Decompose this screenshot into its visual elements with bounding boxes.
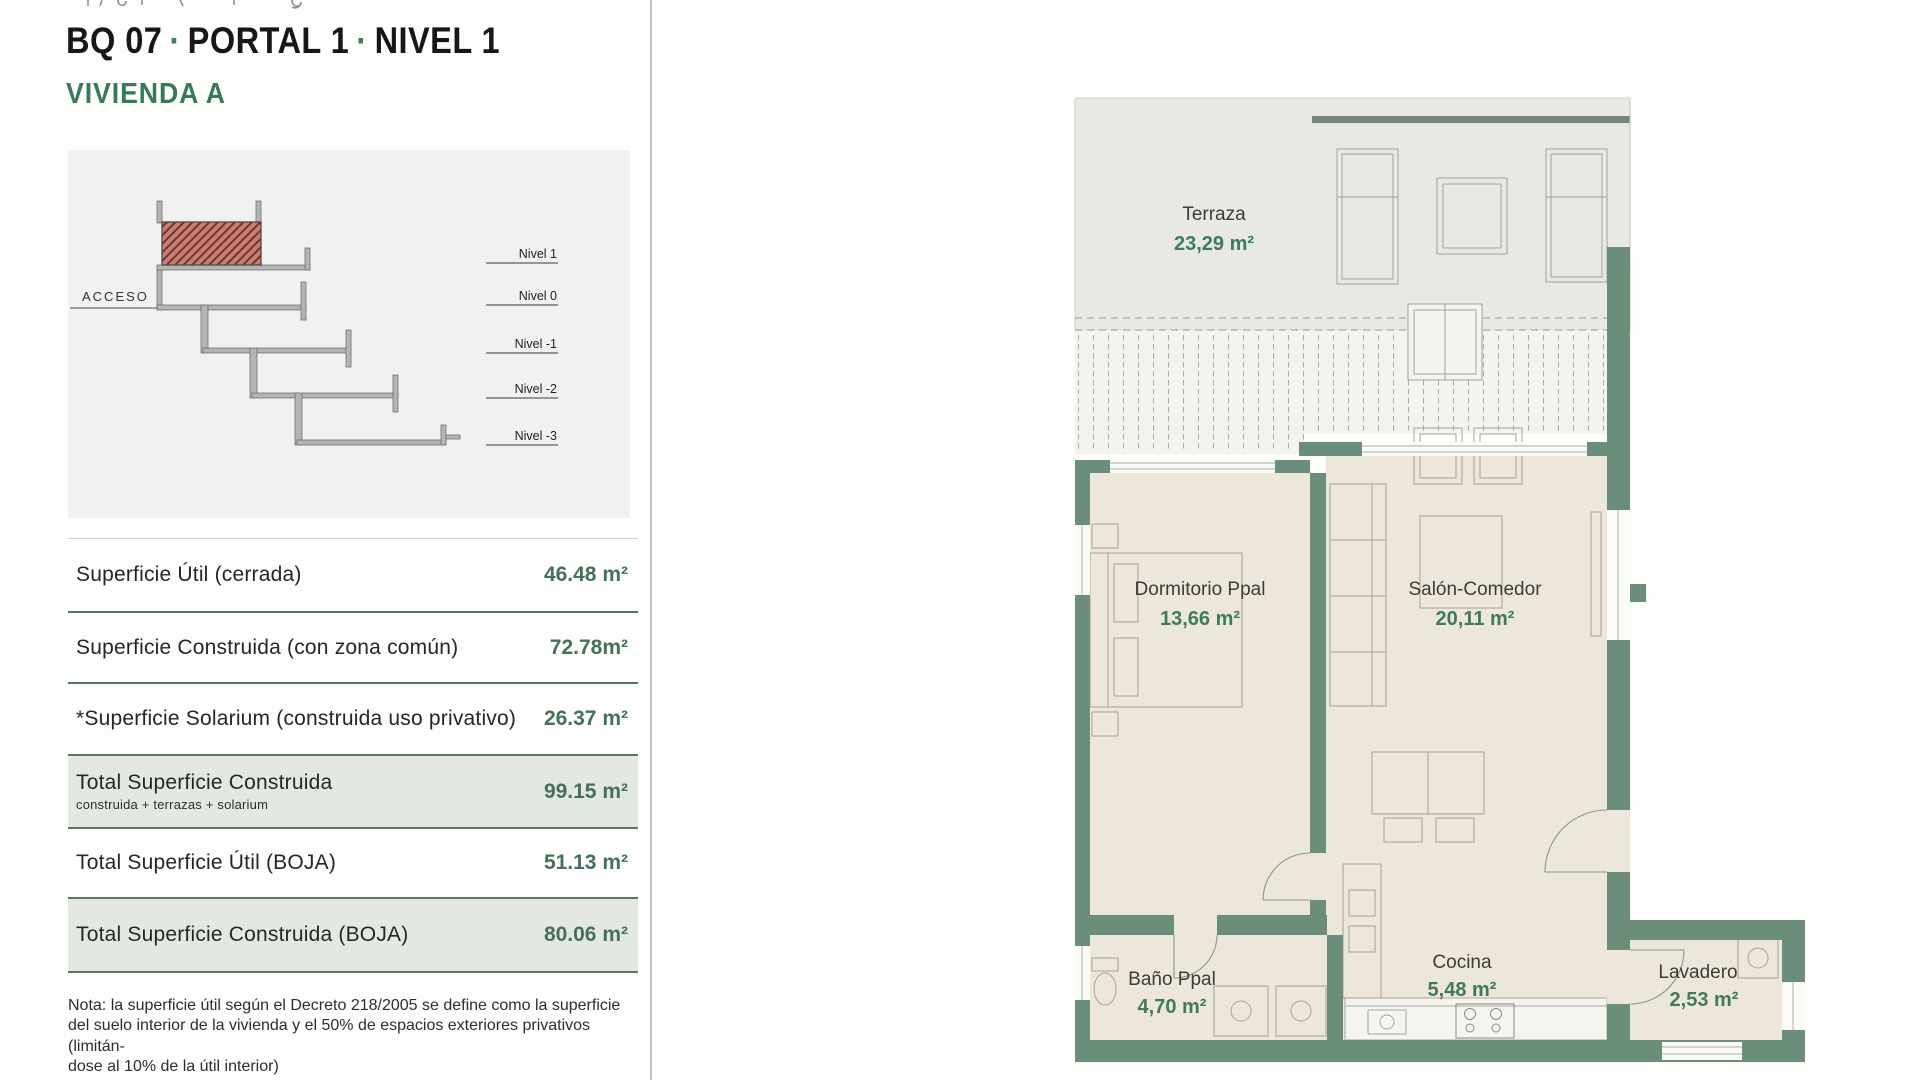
row-sublabel: construida + terrazas + solarium [76, 797, 269, 812]
title-separator-icon: · [356, 20, 368, 61]
level-label: Nivel 1 [518, 247, 557, 261]
level-label: Nivel -3 [514, 429, 557, 443]
room-label: Dormitorio Ppal [1134, 579, 1266, 600]
room-area: 20,11 m² [1435, 608, 1515, 630]
pergola-table [1408, 304, 1482, 380]
level-label: Nivel 0 [518, 289, 557, 303]
row-label: Total Superficie Útil (BOJA) [76, 851, 337, 874]
table-row [68, 613, 638, 684]
title-separator-icon: · [169, 20, 181, 61]
level-label: Nivel -2 [514, 382, 557, 396]
note-line: dose al 10% de la útil interior) [68, 1057, 279, 1075]
vertical-divider [650, 0, 652, 1080]
room-area: 23,29 m² [1173, 233, 1255, 255]
row-value: 26.37 m² [543, 707, 628, 730]
terraza-room [1075, 98, 1630, 330]
room-area: 4,70 m² [1137, 996, 1207, 1018]
row-label: Total Superficie Construida (BOJA) [76, 923, 409, 946]
acceso-label: ACCESO [82, 289, 149, 304]
row-value: 46.48 m² [543, 563, 628, 586]
room-area: 2,53 m² [1669, 989, 1739, 1011]
room-label: Baño Ppal [1128, 969, 1216, 990]
note-line: del suelo interior de la vivienda y el 50% de espacios exteriores privativos (limitán- [68, 1017, 591, 1055]
row-value: 99.15 m² [543, 779, 628, 803]
title-portal: PORTAL 1 [187, 20, 350, 61]
row-label: *Superficie Solarium (construida uso privativo) [76, 707, 517, 730]
table-row [68, 684, 638, 756]
floor-plan [1062, 92, 1812, 1080]
row-value: 51.13 m² [543, 851, 628, 874]
row-value: 80.06 m² [543, 923, 628, 946]
level-label: Nivel -1 [514, 337, 557, 351]
room-label: Lavadero [1658, 962, 1738, 983]
row-label: Total Superficie Construida [76, 771, 333, 794]
room-label: Terraza [1182, 204, 1246, 225]
room-area: 13,66 m² [1159, 608, 1241, 630]
row-value: 72.78m² [549, 635, 628, 659]
page-title [66, 20, 500, 62]
room-label: Cocina [1432, 952, 1492, 973]
row-label: Superficie Construida (con zona común) [76, 635, 459, 659]
table-row-highlighted [68, 899, 638, 973]
areas-table [68, 538, 638, 973]
section-diagram [68, 150, 630, 518]
level-labels [486, 247, 558, 445]
section-diagram-panel [68, 150, 630, 518]
table-row [68, 539, 638, 613]
cropped-text-fragment [84, 0, 364, 9]
title-block: BQ 07 [66, 20, 163, 61]
table-row-highlighted [68, 756, 638, 829]
room-area: 5,48 m² [1427, 979, 1497, 1001]
vivienda-label: VIVIENDA A [66, 78, 226, 110]
room-label: Salón-Comedor [1408, 579, 1542, 600]
row-label: Superficie Útil (cerrada) [76, 563, 302, 586]
table-row [68, 829, 638, 899]
legal-note [68, 996, 648, 1077]
title-nivel: NIVEL 1 [374, 20, 501, 61]
highlighted-unit-section [162, 222, 261, 265]
note-line: Nota: la superficie útil según el Decreto 218/2005 se define como la superficie [68, 997, 621, 1014]
